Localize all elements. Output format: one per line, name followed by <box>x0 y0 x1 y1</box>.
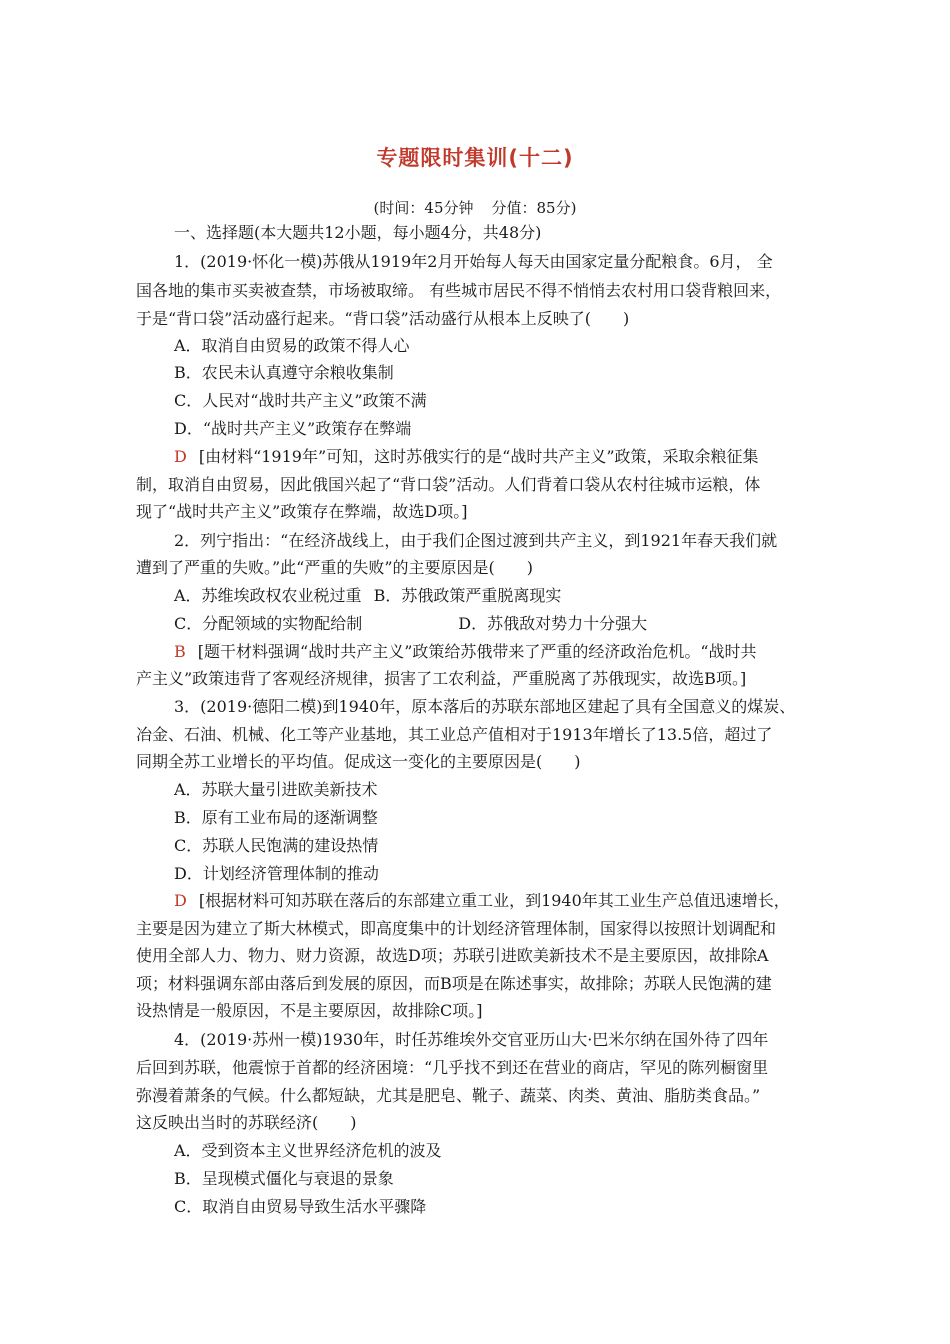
q1-explanation <box>174 446 864 468</box>
exam-meta <box>0 197 950 218</box>
q1-explanation-line: 现了“战时共产主义”政策存在弊端，故选D项。] <box>136 502 468 521</box>
q4-stem-line: 后回到苏联，他震惊于首都的经济困境：“几乎找不到还在营业的商店，罕见的陈列橱窗里 <box>136 1058 769 1077</box>
q4-option-b: B．呈现模式僵化与衰退的景象 <box>174 1169 394 1188</box>
q3-explanation-line: 项；材料强调东部由落后到发展的原因，而B项是在陈述事实，故排除；苏联人民饱满的建 <box>136 974 772 993</box>
q3-explanation <box>174 890 864 912</box>
q3-explanation-line: 设热情是一般原因，不是主要原因，故排除C项。] <box>136 1001 483 1020</box>
q1-option-c: C．人民对“战时共产主义”政策不满 <box>174 391 427 410</box>
page-title: 专题限时集训(十二) <box>376 146 574 170</box>
q4-option-a: A．受到资本主义世界经济危机的波及 <box>174 1141 442 1160</box>
q1-option-d: D．“战时共产主义”政策存在弊端 <box>174 419 412 438</box>
q2-answer: B <box>174 642 186 661</box>
q2-option-a: A．苏维埃政权农业税过重 <box>174 586 362 605</box>
q3-explanation-line: 主要是因为建立了斯大林模式，即高度集中的计划经济管理体制，国家得以按照计划调配和 <box>136 919 777 938</box>
q1-stem-line: 1．(2019·怀化一模)苏俄从1919年2月开始每人每天由国家定量分配粮食。6月， 全 <box>174 252 773 271</box>
q3-stem-line: 3．(2019·德阳二模)到1940年，原本落后的苏联东部地区建起了具有全国意义的煤炭、 <box>174 697 796 716</box>
q1-stem-line: 国各地的集市买卖被查禁，市场被取缔。 有些城市居民不得不悄悄去农村用口袋背粮回来， <box>136 281 782 300</box>
q4-stem-line: 弥漫着萧条的气候。什么都短缺，尤其是肥皂、靴子、蔬菜、肉类、黄油、脂肪类食品。” <box>136 1086 761 1105</box>
q3-stem-line: 冶金、石油、机械、化工等产业基地，其工业总产值相对于1913年增长了13.5倍，超过了 <box>136 725 773 744</box>
q2-option-d: D．苏俄敌对势力十分强大 <box>458 614 648 633</box>
q1-explanation-line: [由材料“1919年”可知，这时苏俄实行的是“战时共产主义”政策，采取余粮征集 <box>198 447 759 466</box>
q1-option-b: B．农民未认真遵守余粮收集制 <box>174 363 394 382</box>
q3-explanation-line: 使用全部人力、物力、财力资源，故选D项；苏联引进欧美新技术不是主要原因，故排除A <box>136 946 769 965</box>
q1-stem-line: 于是“背口袋”活动盛行起来。“背口袋”活动盛行从根本上反映了( ) <box>136 309 630 328</box>
q2-option-c: C．分配领域的实物配给制 <box>174 614 363 633</box>
q2-explanation-line: [题干材料强调“战时共产主义”政策给苏俄带来了严重的经济政治危机。“战时共 <box>197 642 757 661</box>
time-limit: (时间：45分钟 <box>373 199 474 217</box>
q3-stem-line: 同期全苏工业增长的平均值。促成这一变化的主要原因是( ) <box>136 752 581 771</box>
q3-option-d: D．计划经济管理体制的推动 <box>174 864 379 883</box>
q3-option-b: B．原有工业布局的逐渐调整 <box>174 808 378 827</box>
q3-option-c: C．苏联人民饱满的建设热情 <box>174 836 379 855</box>
q2-explanation-line: 产主义”政策违背了客观经济规律，损害了工农利益，严重脱离了苏俄现实，故选B项。] <box>136 669 747 688</box>
q2-stem-line: 遭到了严重的失败。”此“严重的失败”的主要原因是( ) <box>136 558 534 577</box>
total-score: 分值：85分) <box>491 199 577 217</box>
q2-option-b: B．苏俄政策严重脱离现实 <box>373 586 562 605</box>
q4-stem-line: 4．(2019·苏州一模)1930年，时任苏维埃外交官亚历山大·巴米尔纳在国外待了四年 <box>174 1030 769 1049</box>
q1-option-a: A．取消自由贸易的政策不得人心 <box>174 336 410 355</box>
q2-options-row <box>174 613 864 635</box>
q4-option-c: C．取消自由贸易导致生活水平骤降 <box>174 1197 427 1216</box>
q1-answer: D <box>174 447 187 466</box>
q2-stem-line: 2．列宁指出：“在经济战线上，由于我们企图过渡到共产主义，到1921年春天我们就 <box>174 531 778 550</box>
q3-explanation-line: [根据材料可知苏联在落后的东部建立重工业，到1940年其工业生产总值迅速增长， <box>198 891 790 910</box>
q4-stem-line: 这反映出当时的苏联经济( ) <box>136 1113 357 1132</box>
q1-explanation-line: 制，取消自由贸易，因此俄国兴起了“背口袋”活动。人们背着口袋从农村往城市运粮，体 <box>136 475 761 494</box>
q3-option-a: A．苏联大量引进欧美新技术 <box>174 780 378 799</box>
q3-answer: D <box>174 891 187 910</box>
q2-options-row <box>174 585 864 607</box>
q2-explanation <box>174 641 864 663</box>
section-heading: 一、选择题(本大题共12小题，每小题4分，共48分) <box>174 223 542 242</box>
